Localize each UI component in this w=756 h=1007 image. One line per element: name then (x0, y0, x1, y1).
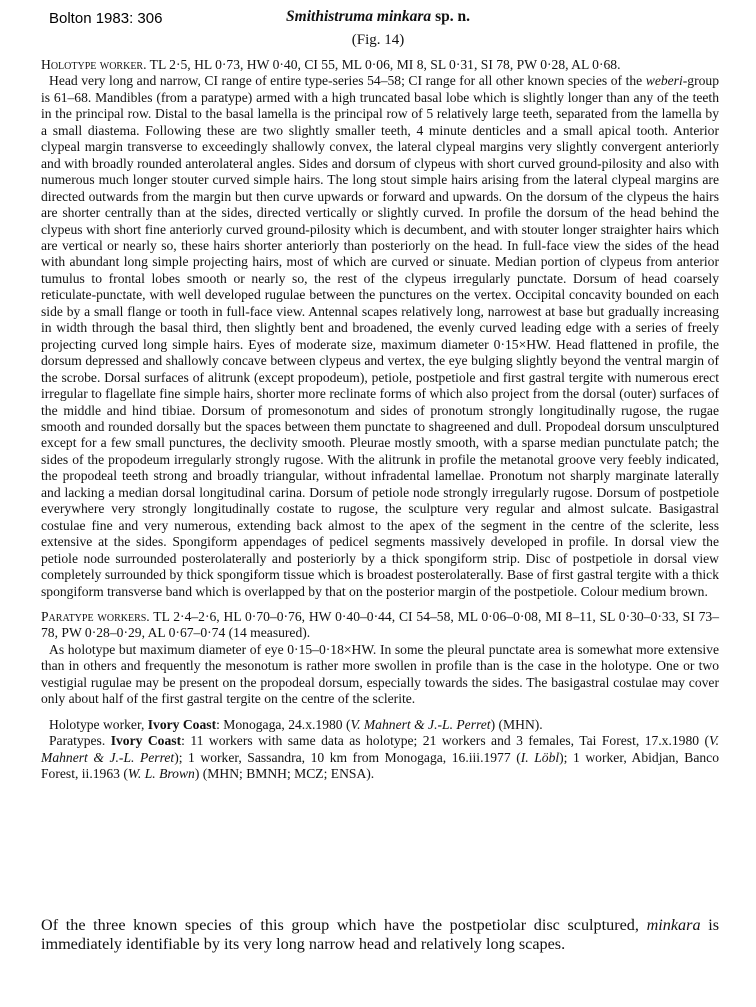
holotype-collector: V. Mahnert & J.-L. Perret (350, 716, 491, 732)
paratype-description: As holotype but maximum diameter of eye 0·15–0·18×HW. In some the pleural punctate area is somewhat more extensive than in others and frequently the mesonotum is rather more swollen in profile than is the case in the holotype. One or two vestigial rugulae may be present on the propodeal dorsum, especially towards the sides. The basigastral costulae may cover only about half of the first gastral tergite on the centre of the sclerite. (41, 641, 719, 707)
description-body (41, 57, 719, 782)
holotype-material: Holotype worker, Ivory Coast: Monogaga, 24.x.1980 (V. Mahnert & J.-L. Perret) (MHN). (49, 716, 543, 732)
paratype-country: Ivory Coast (110, 733, 182, 749)
holotype-measurements (41, 57, 719, 73)
species-suffix: sp. n. (431, 8, 470, 25)
species-title (0, 8, 756, 26)
diagnostic-remark: Of the three known species of this group which have the postpetiolar disc sculptured, minkara is immediately identifiable by its very long narrow head and relatively long scapes. (41, 916, 719, 953)
remark-species-name: minkara (646, 916, 701, 934)
holotype-country: Ivory Coast (147, 716, 217, 732)
paratype-heading: Paratype workers. (41, 608, 150, 624)
holotype-values: TL 2·5, HL 0·73, HW 0·40, CI 55, ML 0·06, MI 8, SL 0·31, SI 78, PW 0·28, AL 0·68. (146, 57, 621, 72)
paratype-collector-3: W. L. Brown (127, 766, 195, 782)
paratype-material: Paratypes. Ivory Coast: 11 workers with same data as holotype; 21 workers and 3 females, Tai Forest, 17.x.1980 (V. Mahnert & J.-L. Perret); 1 worker, Sassandra, 10 km from Monogaga, 16.iii.1977 (I. Löbl); 1 worker, Abidjan, Banco Forest, ii.1963 (W. L. Brown) (MHN; BMNH; MCZ; ENSA). (41, 733, 719, 782)
group-name: weberi (645, 73, 683, 89)
paratype-collector-2: I. Löbl (520, 749, 560, 765)
paratype-values: TL 2·4–2·6, HL 0·70–0·76, HW 0·40–0·44, CI 54–58, ML 0·06–0·08, MI 8–11, SL 0·30–0·33, SI 73–78, PW 0·28–0·29, AL 0·67–0·74 (14 measured). (41, 608, 719, 641)
paratype-measurements (41, 609, 719, 642)
holotype-description: Head very long and narrow, CI range of entire type-series 54–58; CI range for all other known species of the weberi-group is 61–68. Mandibles (from a paratype) armed with a high truncated basal lobe which is slightly longer than any of the teeth in the principal row. Distal to the basal lamella is the principal row of 5 relatively large teeth, separated from the lamella by a small diastema. Following these are two slightly smaller teeth, 4 minute denticles and a small apical tooth. Anterior clypeal margin transverse to exceedingly shallowly convex, the lateral clypeal margins very slightly convergent anteriorly and with broadly rounded anterolateral angles. Sides and dorsum of clypeus with short curved ground-pilosity and also with numerous much longer stouter curved simple hairs. The long stout simple hairs arising from the lateral clypeal margins are directed outwards from the margin but then curve upwards or forward and upwards. On the dorsum of the clypeus the hairs are shorter centrally than at the sides, directed vertically or slightly curved. In profile the dorsum of the head behind the clypeus with short fine anteriorly curved ground-pilosity which is decumbent, and with stouter longer straighter hairs which are vertical or nearly so, these hairs shorter anteriorly than posteriorly on the head. In full-face view the sides of the head with abundant long simple projecting hairs, most of which are curved or sinuate. Median portion of clypeus from anterior tumulus to frontal lobes smooth or nearly so, the rest of the clypeus irregularly punctate. Dorsum of head coarsely reticulate-punctate, with well developed rugulae between the punctures on the vertex. Occipital concavity bounded on each side by a small flange or tooth in full-face view. Antennal scapes relatively long, narrowest at base but gradually increasing in width through the basal third, then slightly bent and broadened, the evenly curved leading edge with a series of freely projecting curved long simple hairs. Eyes of moderate size, maximum diameter 0·15×HW. Head flattened in profile, the dorsum depressed and shallowly concave between clypeus and vertex, the eye bulging slightly beyond the ventral margin of the scrobe. Dorsal surfaces of alitrunk (except propodeum), petiole, postpetiole and first gastral tergite with numerous erect irregular to flagellate fine simple hairs, shorter more reclinate forms of which also project from the dorsal (outer) surfaces of the middle and hind tibiae. Dorsum of promesonotum and sides of pronotum strongly longitudinally rugose, the rugae smooth and rounded dorsally but the spaces between them punctate to shagreened and dull. Propodeal dorsum unsculptured except for a few small punctures, the declivity smooth. Pleurae mostly smooth, with a sparse median punctulate patch; the sides of the propodeum irregularly strongly rugose. With the alitrunk in profile the metanotal groove very feebly indicated, the propodeal teeth strong and broadly triangular, without infradental lamellae. Pronotum not sharply marginate laterally and lacking a median dorsal longitudinal carina. Dorsum of petiole node strongly irregularly rugose. Dorsum of postpetiole everywhere very strongly longitudinally costate to rugose, the sculpture very regular and almost sulcate. Basigastral costulae fine and very numerous, extending back almost to the apex of the segment in the centre of the sclerite, less extensive at the sides. Spongiform appendages of pedicel segments massively developed in profile. In dorsal view the petiole node surrounded posterolaterally and posteriorly by a thick spongiform strip. Disc of postpetiole in dorsal view completely surrounded by thick spongiform tissue which is broadest posterolaterally. Base of first gastral tergite with a thick spongiform transverse band which is overlapped by that on the posterior margin of the postpetiole. Colour medium brown. (41, 73, 719, 599)
holotype-heading: Holotype worker. (41, 57, 147, 72)
species-name: Smithistruma minkara (286, 8, 432, 25)
paratype-collector-1: V. Mahnert & J.-L. Perret (41, 733, 719, 765)
figure-reference: (Fig. 14) (351, 32, 405, 48)
citation: Bolton 1983: 306 (49, 10, 163, 27)
